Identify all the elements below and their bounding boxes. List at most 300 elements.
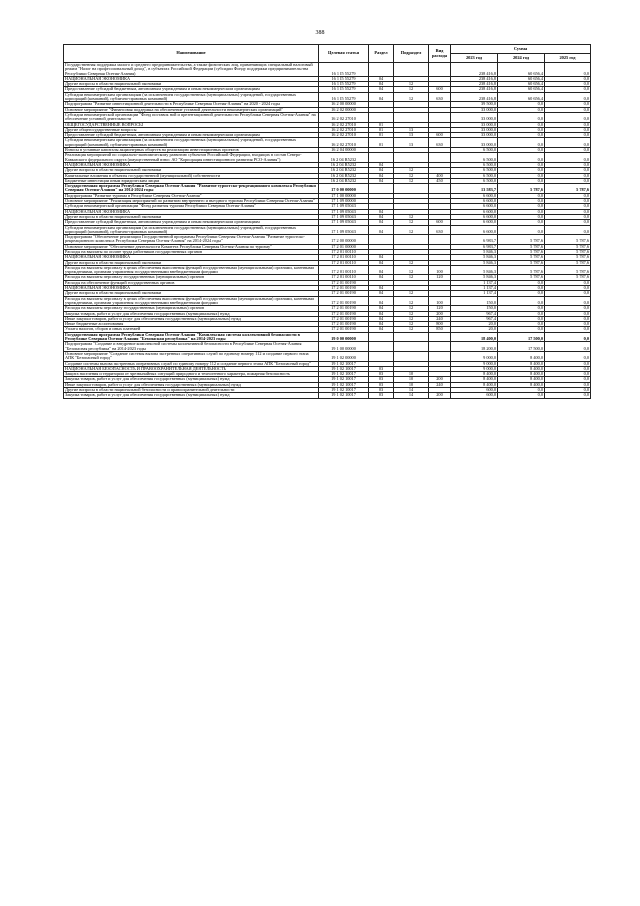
row-section: 04 xyxy=(369,173,394,178)
row-section xyxy=(369,351,394,361)
row-value-2024: 8 400,0 xyxy=(498,372,545,377)
row-section xyxy=(369,112,394,122)
table-row xyxy=(64,184,591,194)
row-target-article: 19 1 02 10017 xyxy=(319,393,369,398)
row-value-2025: 0,0 xyxy=(545,127,591,132)
row-expense-kind xyxy=(429,235,451,245)
row-value-2023: 1 137,4 xyxy=(451,280,498,285)
row-expense-kind xyxy=(429,153,451,163)
row-expense-kind: 120 xyxy=(429,306,451,311)
row-section: 04 xyxy=(369,327,394,332)
row-value-2024: 60 656,4 xyxy=(498,92,545,102)
row-value-2025: 5 787,6 xyxy=(545,184,591,194)
row-value-2023: 5 846,3 xyxy=(451,249,498,254)
row-value-2025: 0,0 xyxy=(545,168,591,173)
row-name: Основное мероприятие "Финансовая поддержка на обеспечение уставной деятельности некоммерческих организаций" xyxy=(64,107,319,112)
row-name: Взносы в уставные капиталы акционерных обществ на реализацию инвестиционных проектов xyxy=(64,148,319,153)
row-expense-kind xyxy=(429,184,451,194)
row-value-2025: 0,0 xyxy=(545,148,591,153)
row-value-2025: 0,0 xyxy=(545,178,591,183)
row-name: ОБЩЕГОСУДАРСТВЕННЫЕ ВОПРОСЫ xyxy=(64,122,319,127)
row-value-2023: 5 846,3 xyxy=(451,265,498,275)
table-row xyxy=(64,225,591,235)
row-name: Субсидии некоммерческим организациям (за исключением государственных (муниципальных) учреждений, государственных корпораций (компаний), публично-правовых компаний) xyxy=(64,138,319,148)
row-name: Предоставление субсидий бюджетным, автономным учреждениям и иным некоммерческим организациям xyxy=(64,220,319,225)
row-target-article: 16 2 04 00000 xyxy=(319,148,369,153)
row-target-article: 17 1 00 00000 xyxy=(319,193,369,198)
row-name: Субсидии некоммерческой организации "Фонд развития туризма Республики Северная Осетия-Алания" xyxy=(64,204,319,209)
row-value-2025: 0,0 xyxy=(545,92,591,102)
row-target-article: 17 2 01 00190 xyxy=(319,291,369,296)
row-expense-kind: 100 xyxy=(429,265,451,275)
row-target-article: 16 1 I5 55279 xyxy=(319,92,369,102)
row-name: Другие вопросы в области национальной экономики xyxy=(64,82,319,87)
row-value-2024: 5 787,6 xyxy=(498,260,545,265)
row-value-2024: 0,0 xyxy=(498,204,545,209)
row-expense-kind: 240 xyxy=(429,382,451,387)
row-section: 04 xyxy=(369,311,394,316)
row-value-2023: 6 600,0 xyxy=(451,193,498,198)
row-subsection: 12 xyxy=(394,168,429,173)
row-subsection: 12 xyxy=(394,291,429,296)
row-value-2025: 0,0 xyxy=(545,102,591,107)
row-value-2025: 5 787,6 xyxy=(545,275,591,280)
row-value-2023: 33 000,0 xyxy=(451,127,498,132)
row-name: Другие вопросы в области национальной экономики xyxy=(64,260,319,265)
header-year-2025: 2025 год xyxy=(545,54,591,63)
row-value-2023: 6 600,0 xyxy=(451,220,498,225)
row-target-article: 16 1 I5 55279 xyxy=(319,82,369,87)
row-expense-kind: 200 xyxy=(429,311,451,316)
row-value-2024: 0,0 xyxy=(498,322,545,327)
header-year-2023: 2023 год xyxy=(451,54,498,63)
row-expense-kind: 200 xyxy=(429,393,451,398)
row-value-2024: 0,0 xyxy=(498,214,545,219)
row-section: 04 xyxy=(369,296,394,306)
row-section: 04 xyxy=(369,255,394,260)
row-name: НАЦИОНАЛЬНАЯ ЭКОНОМИКА xyxy=(64,255,319,260)
row-target-article: 17 2 00 00000 xyxy=(319,235,369,245)
row-name: Государственная программа Республики Северная Осетия-Алания "Развитие туристско-рекреационного комплекса Республики Северная Осетия-Алания" на 2014-2024 годы xyxy=(64,184,319,194)
table-row xyxy=(64,235,591,245)
row-expense-kind: 600 xyxy=(429,133,451,138)
row-value-2025: 0,0 xyxy=(545,306,591,311)
row-value-2024: 0,0 xyxy=(498,225,545,235)
row-value-2024: 5 787,6 xyxy=(498,255,545,260)
row-expense-kind xyxy=(429,342,451,352)
row-target-article: 17 2 01 00190 xyxy=(319,322,369,327)
table-body xyxy=(64,63,591,399)
row-value-2024: 60 656,4 xyxy=(498,82,545,87)
row-target-article: 19 1 00 00000 xyxy=(319,342,369,352)
row-value-2025: 5 787,6 xyxy=(545,260,591,265)
row-value-2024: 60 656,4 xyxy=(498,76,545,81)
row-section: 04 xyxy=(369,260,394,265)
row-name: Основное мероприятие "Создание системы вызова экстренных оперативных служб по единому номеру 112 и создание первого этапа АПК "Безопасный город" xyxy=(64,351,319,361)
row-value-2024: 0,0 xyxy=(498,316,545,321)
row-target-article: 17 2 01 00190 xyxy=(319,286,369,291)
row-name: Основное мероприятие "Обеспечение деятельности Комитета Республики Северная Осетия-Алания по туризму" xyxy=(64,244,319,249)
header-target-article: Целевая статья xyxy=(319,45,369,63)
row-value-2024: 8 400,0 xyxy=(498,382,545,387)
row-section: 04 xyxy=(369,225,394,235)
row-section: 03 xyxy=(369,377,394,382)
row-target-article: 17 2 01 00110 xyxy=(319,260,369,265)
row-target-article: 16 2 02 27010 xyxy=(319,127,369,132)
row-value-2025: 0,0 xyxy=(545,332,591,342)
row-value-2023: 9 000,0 xyxy=(451,361,498,366)
row-section xyxy=(369,332,394,342)
row-value-2024: 8 400,0 xyxy=(498,377,545,382)
row-section: 04 xyxy=(369,316,394,321)
row-name: Предоставление субсидий бюджетным, автономным учреждениям и иным некоммерческим организациям xyxy=(64,133,319,138)
row-section: 01 xyxy=(369,122,394,127)
row-name: Капитальные вложения в объекты государственной (муниципальной) собственности xyxy=(64,173,319,178)
row-subsection: 10 xyxy=(394,377,429,382)
row-value-2023: 20,0 xyxy=(451,322,498,327)
row-section: 03 xyxy=(369,382,394,387)
row-expense-kind: 120 xyxy=(429,275,451,280)
row-value-2024: 0,0 xyxy=(498,153,545,163)
row-subsection: 12 xyxy=(394,322,429,327)
row-section: 03 xyxy=(369,393,394,398)
row-value-2024: 5 787,6 xyxy=(498,235,545,245)
row-value-2024: 0,0 xyxy=(498,138,545,148)
row-subsection xyxy=(394,332,429,342)
row-value-2024: 0,0 xyxy=(498,306,545,311)
row-section: 01 xyxy=(369,127,394,132)
row-subsection: 10 xyxy=(394,372,429,377)
row-subsection: 12 xyxy=(394,316,429,321)
row-value-2024: 0,0 xyxy=(498,127,545,132)
row-value-2025: 0,0 xyxy=(545,393,591,398)
row-section xyxy=(369,235,394,245)
row-value-2025: 0,0 xyxy=(545,342,591,352)
row-name: Подпрограмма "Развитие инвестиционной деятельности в Республике Северная Осетия-Алания" на 2020 - 2024 годы xyxy=(64,102,319,107)
row-subsection: 12 xyxy=(394,92,429,102)
row-value-2023: 6 500,0 xyxy=(451,173,498,178)
row-target-article: 19 1 02 10017 xyxy=(319,382,369,387)
row-target-article: 19 0 00 00000 xyxy=(319,332,369,342)
header-name: Наименование xyxy=(64,45,319,63)
row-value-2024: 0,0 xyxy=(498,168,545,173)
row-value-2024: 0,0 xyxy=(498,327,545,332)
row-name: Расходы на выплаты персоналу государственных (муниципальных) органов xyxy=(64,306,319,311)
table-row xyxy=(64,63,591,77)
row-value-2024: 0,0 xyxy=(498,280,545,285)
row-value-2023: 9 000,0 xyxy=(451,351,498,361)
row-value-2023: 238 416,8 xyxy=(451,92,498,102)
row-expense-kind xyxy=(429,351,451,361)
row-target-article: 16 1 I5 55279 xyxy=(319,63,369,77)
row-value-2024: 0,0 xyxy=(498,162,545,167)
row-value-2023: 13 583,7 xyxy=(451,184,498,194)
row-value-2023: 238 416,8 xyxy=(451,63,498,77)
row-value-2025: 0,0 xyxy=(545,291,591,296)
row-value-2024: 0,0 xyxy=(498,291,545,296)
row-subsection: 12 xyxy=(394,178,429,183)
row-subsection: 14 xyxy=(394,393,429,398)
row-value-2023: 33 000,0 xyxy=(451,133,498,138)
row-name: НАЦИОНАЛЬНАЯ ЭКОНОМИКА xyxy=(64,162,319,167)
row-name: НАЦИОНАЛЬНАЯ ЭКОНОМИКА xyxy=(64,286,319,291)
header-section: Раздел xyxy=(369,45,394,63)
row-value-2024: 0,0 xyxy=(498,393,545,398)
row-name: Субсидии некоммерческим организациям (за исключением государственных (муниципальных) учреждений, государственных корпораций (компаний), публично-правовых компаний) xyxy=(64,225,319,235)
row-subsection: 12 xyxy=(394,311,429,316)
row-value-2023: 150,0 xyxy=(451,306,498,311)
row-value-2024: 0,0 xyxy=(498,311,545,316)
row-section: 04 xyxy=(369,286,394,291)
row-value-2025: 0,0 xyxy=(545,316,591,321)
row-name: Другие общегосударственные вопросы xyxy=(64,127,319,132)
row-subsection xyxy=(394,184,429,194)
row-target-article: 17 0 00 00000 xyxy=(319,184,369,194)
row-value-2025: 0,0 xyxy=(545,377,591,382)
row-name: Уплата налогов, сборов и иных платежей xyxy=(64,327,319,332)
table-row xyxy=(64,92,591,102)
row-expense-kind: 200 xyxy=(429,377,451,382)
row-value-2023: 18 200,0 xyxy=(451,342,498,352)
row-target-article: 19 1 02 10017 xyxy=(319,377,369,382)
row-value-2025: 0,0 xyxy=(545,204,591,209)
row-target-article: 17 1 09 00000 xyxy=(319,199,369,204)
row-subsection: 12 xyxy=(394,265,429,275)
row-value-2025: 0,0 xyxy=(545,351,591,361)
row-value-2025: 0,0 xyxy=(545,82,591,87)
row-name: Государственная программа Республики Северная Осетия-Алания "Комплексная система коллективной безопасности в Республике Северная Осетия-Алания "Безопасная республика" на 2014-2023 годы xyxy=(64,332,319,342)
row-value-2024: 0,0 xyxy=(498,122,545,127)
row-target-article: 17 2 01 00190 xyxy=(319,311,369,316)
row-subsection xyxy=(394,112,429,122)
row-value-2025: 0,0 xyxy=(545,361,591,366)
row-target-article: 19 1 02 10017 xyxy=(319,361,369,366)
row-value-2024: 0,0 xyxy=(498,107,545,112)
row-value-2025: 0,0 xyxy=(545,162,591,167)
row-expense-kind: 800 xyxy=(429,322,451,327)
row-name: НАЦИОНАЛЬНАЯ БЕЗОПАСНОСТЬ И ПРАВООХРАНИТЕЛЬНАЯ ДЕЯТЕЛЬНОСТЬ xyxy=(64,366,319,371)
row-value-2023: 967,4 xyxy=(451,311,498,316)
row-expense-kind: 630 xyxy=(429,225,451,235)
header-subsection: Подраздел xyxy=(394,45,429,63)
row-value-2024: 0,0 xyxy=(498,220,545,225)
row-value-2024: 5 787,6 xyxy=(498,184,545,194)
row-value-2025: 0,0 xyxy=(545,199,591,204)
row-section: 01 xyxy=(369,138,394,148)
row-subsection: 12 xyxy=(394,225,429,235)
row-name: Иные закупки товаров, работ и услуг для обеспечения государственных (муниципальных) нужд xyxy=(64,382,319,387)
row-name: Бюджетные инвестиции иным юридическим лицам xyxy=(64,178,319,183)
row-section: 01 xyxy=(369,133,394,138)
row-value-2024: 5 787,6 xyxy=(498,265,545,275)
row-target-article: 17 1 09 05043 xyxy=(319,204,369,209)
row-value-2023: 6 983,7 xyxy=(451,244,498,249)
row-value-2025: 0,0 xyxy=(545,322,591,327)
row-value-2025: 0,0 xyxy=(545,286,591,291)
table-row xyxy=(64,112,591,122)
row-value-2025: 0,0 xyxy=(545,173,591,178)
row-name: Другие вопросы в области национальной безопасности и правоохранительной деятельности xyxy=(64,388,319,393)
row-value-2025: 5 787,6 xyxy=(545,255,591,260)
row-value-2024: 0,0 xyxy=(498,199,545,204)
row-value-2024: 60 656,4 xyxy=(498,87,545,92)
row-value-2023: 600,0 xyxy=(451,393,498,398)
row-target-article: 17 1 09 05043 xyxy=(319,209,369,214)
row-value-2023: 6 500,0 xyxy=(451,168,498,173)
row-value-2023: 6 500,0 xyxy=(451,162,498,167)
row-name: Закупка товаров, работ и услуг для обеспечения государственных (муниципальных) нужд xyxy=(64,393,319,398)
row-value-2025: 0,0 xyxy=(545,372,591,377)
row-target-article: 17 2 01 00190 xyxy=(319,296,369,306)
row-subsection: 12 xyxy=(394,327,429,332)
row-subsection: 13 xyxy=(394,133,429,138)
row-subsection: 12 xyxy=(394,214,429,219)
row-subsection: 12 xyxy=(394,306,429,311)
table-row xyxy=(64,153,591,163)
row-target-article: 16 2 00 00000 xyxy=(319,102,369,107)
row-target-article: 19 1 02 00000 xyxy=(319,351,369,361)
row-target-article: 16 2 04 R5232 xyxy=(319,153,369,163)
row-target-article: 17 2 01 00110 xyxy=(319,249,369,254)
row-value-2023: 33 000,0 xyxy=(451,138,498,148)
budget-table xyxy=(63,44,591,399)
row-value-2025: 0,0 xyxy=(545,76,591,81)
row-value-2024: 60 656,4 xyxy=(498,63,545,77)
table-row xyxy=(64,296,591,306)
row-subsection xyxy=(394,342,429,352)
row-value-2024: 5 787,6 xyxy=(498,275,545,280)
row-value-2024: 8 400,0 xyxy=(498,366,545,371)
row-value-2025: 0,0 xyxy=(545,327,591,332)
row-subsection xyxy=(394,63,429,77)
row-name: Предоставление субсидий бюджетным, автономным учреждениям и иным некоммерческим организациям xyxy=(64,87,319,92)
row-section: 04 xyxy=(369,87,394,92)
row-value-2025: 0,0 xyxy=(545,112,591,122)
row-section: 04 xyxy=(369,306,394,311)
row-section: 04 xyxy=(369,162,394,167)
row-value-2025: 0,0 xyxy=(545,366,591,371)
row-value-2023: 6 600,0 xyxy=(451,199,498,204)
table-row xyxy=(64,351,591,361)
row-target-article: 17 1 09 05043 xyxy=(319,225,369,235)
row-subsection xyxy=(394,351,429,361)
table-row xyxy=(64,332,591,342)
row-value-2024: 0,0 xyxy=(498,173,545,178)
row-section: 04 xyxy=(369,168,394,173)
row-value-2025: 0,0 xyxy=(545,220,591,225)
row-expense-kind: 600 xyxy=(429,220,451,225)
row-section xyxy=(369,63,394,77)
row-value-2024: 0,0 xyxy=(498,102,545,107)
row-name: Другие вопросы в области национальной экономики xyxy=(64,291,319,296)
row-name: НАЦИОНАЛЬНАЯ ЭКОНОМИКА xyxy=(64,209,319,214)
table-header xyxy=(64,45,591,63)
row-value-2024: 0,0 xyxy=(498,286,545,291)
row-section: 04 xyxy=(369,209,394,214)
row-target-article: 16 2 02 27010 xyxy=(319,112,369,122)
row-section: 04 xyxy=(369,291,394,296)
row-value-2023: 238 416,8 xyxy=(451,82,498,87)
row-value-2023: 9 000,0 xyxy=(451,366,498,371)
row-section: 03 xyxy=(369,388,394,393)
row-value-2025: 0,0 xyxy=(545,153,591,163)
row-target-article: 16 2 02 27010 xyxy=(319,138,369,148)
row-expense-kind: 100 xyxy=(429,296,451,306)
row-target-article: 19 1 02 10017 xyxy=(319,366,369,371)
row-value-2023: 238 416,8 xyxy=(451,76,498,81)
row-expense-kind: 850 xyxy=(429,327,451,332)
row-target-article: 16 1 I5 55279 xyxy=(319,87,369,92)
row-subsection: 10 xyxy=(394,382,429,387)
row-expense-kind: 630 xyxy=(429,92,451,102)
row-name: Подпрограмма "Обеспечение реализации Государственной программы Республики Северная Осетия-Алания "Развитие туристско-рекреационного комплекса Республики Северная Осетия-Алания" на 2014-2024 годы" xyxy=(64,235,319,245)
row-subsection: 13 xyxy=(394,138,429,148)
page-number: 388 xyxy=(315,30,325,36)
row-subsection xyxy=(394,153,429,163)
row-value-2024: 0,0 xyxy=(498,388,545,393)
row-section: 04 xyxy=(369,322,394,327)
row-value-2024: 0,0 xyxy=(498,148,545,153)
row-target-article: 17 1 09 05043 xyxy=(319,220,369,225)
row-subsection: 12 xyxy=(394,87,429,92)
row-target-article: 17 2 01 00110 xyxy=(319,255,369,260)
row-value-2023: 600,0 xyxy=(451,388,498,393)
row-expense-kind xyxy=(429,63,451,77)
row-value-2025: 0,0 xyxy=(545,122,591,127)
row-value-2023: 5 846,3 xyxy=(451,260,498,265)
row-value-2025: 0,0 xyxy=(545,311,591,316)
row-value-2024: 0,0 xyxy=(498,209,545,214)
row-target-article: 17 2 01 00190 xyxy=(319,280,369,285)
row-target-article: 17 2 01 00190 xyxy=(319,316,369,321)
row-name: Закупка товаров, работ и услуг для обеспечения государственных (муниципальных) нужд xyxy=(64,311,319,316)
row-section xyxy=(369,184,394,194)
row-section: 03 xyxy=(369,372,394,377)
row-value-2025: 0,0 xyxy=(545,280,591,285)
row-target-article: 17 2 01 00110 xyxy=(319,265,369,275)
row-name: Расходы на выплаты персоналу в целях обеспечения выполнения функций государственными (муниципальными) органами, казенными учреждениями, органами управления государственными внебюджетными фондами xyxy=(64,296,319,306)
row-value-2024: 5 787,6 xyxy=(498,249,545,254)
row-name: Расходы на выплаты персоналу государственных (муниципальных) органов xyxy=(64,275,319,280)
row-value-2024: 0,0 xyxy=(498,296,545,306)
row-subsection: 12 xyxy=(394,275,429,280)
row-target-article: 17 2 01 00110 xyxy=(319,275,369,280)
row-value-2023: 6 600,0 xyxy=(451,209,498,214)
row-section: 04 xyxy=(369,265,394,275)
row-value-2023: 1 137,4 xyxy=(451,286,498,291)
row-name: Закупка товаров, работ и услуг для обеспечения государственных (муниципальных) нужд xyxy=(64,377,319,382)
row-subsection: 12 xyxy=(394,173,429,178)
row-name: Основное мероприятие "Реализация мероприятий по развитию внутреннего и въездного туризма Республики Северная Осетия-Алания" xyxy=(64,199,319,204)
row-section: 04 xyxy=(369,82,394,87)
row-target-article: 16 1 I5 55279 xyxy=(319,76,369,81)
row-value-2023: 967,4 xyxy=(451,316,498,321)
row-name: Субсидии некоммерческой организации "Фонд поставок ной и презентационной деятельности Республики Северная Осетия-Алания" на обеспечение уставной деятельности xyxy=(64,112,319,122)
row-value-2025: 0,0 xyxy=(545,296,591,306)
row-name: Расходы на обеспечение функций государственных органов xyxy=(64,280,319,285)
row-section xyxy=(369,342,394,352)
row-value-2023: 238 416,8 xyxy=(451,87,498,92)
row-section: 04 xyxy=(369,220,394,225)
row-value-2025: 0,0 xyxy=(545,107,591,112)
row-value-2023: 6 983,7 xyxy=(451,235,498,245)
row-value-2025: 0,0 xyxy=(545,209,591,214)
row-subsection xyxy=(394,235,429,245)
header-expense-kind: Вид расхода xyxy=(429,45,451,63)
row-target-article: 17 2 01 00000 xyxy=(319,244,369,249)
row-name: Иные бюджетные ассигнования xyxy=(64,322,319,327)
row-section xyxy=(369,153,394,163)
